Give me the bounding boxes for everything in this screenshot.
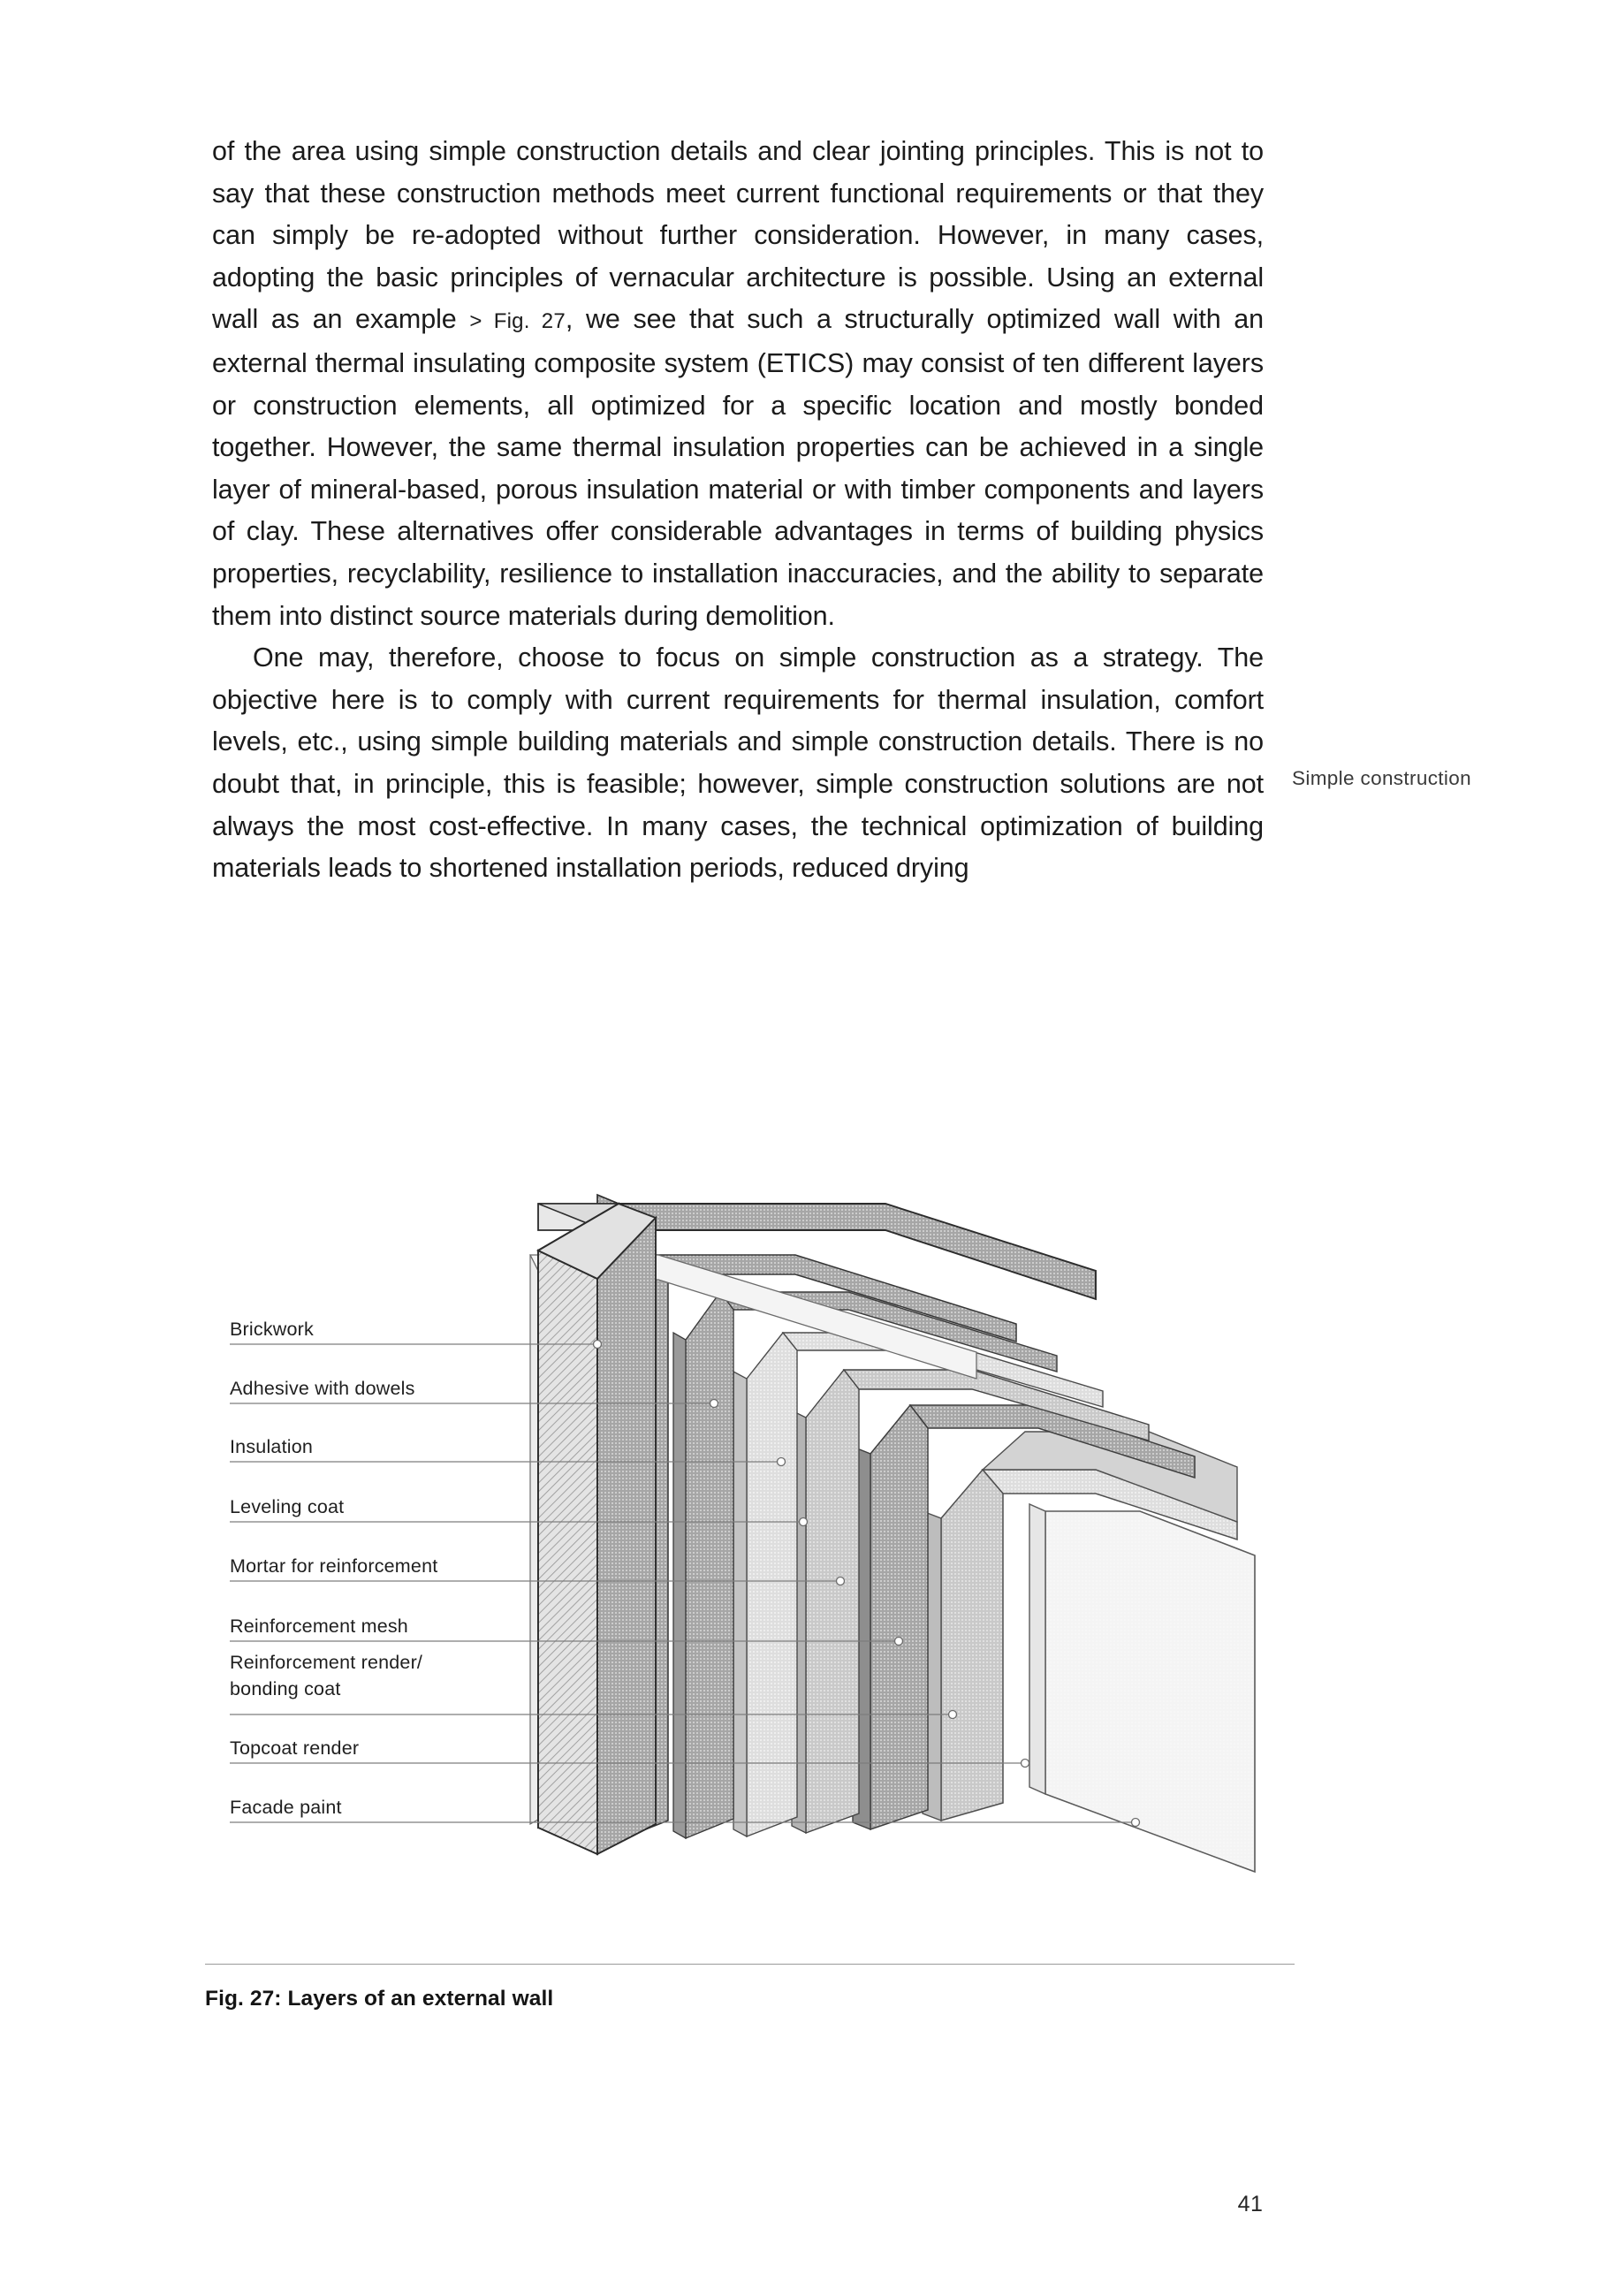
- wall-layer-facade-paint: [1029, 1504, 1255, 1872]
- diagram-label-facade-paint: Facade paint: [230, 1797, 342, 1818]
- diagram-label-reinforcement-mesh: Reinforcement mesh: [230, 1616, 408, 1637]
- leader-endpoint-topcoat-render: [1022, 1760, 1029, 1768]
- diagram-label-mortar-for-reinforcement: Mortar for reinforcement: [230, 1555, 438, 1577]
- leader-endpoint-facade-paint: [1132, 1819, 1140, 1827]
- diagram-label-leveling-coat: Leveling coat: [230, 1496, 345, 1517]
- figure-caption-rule: [205, 1964, 1295, 1965]
- paragraph-1-suffix: , we see that such a structurally optimized wall with an external thermal insulating composite system (ETICS) may consist of ten different layers or construction elements, all optimized for a specific location and mostly bonded together. However, the same thermal insulation properties can be achieved in a single layer of mineral-based, porous insulation material or with timber components and layers of clay. These alternatives offer considerable advantages in terms of building physics properties, recyclability, resilience to installation inaccuracies, and the ability to separate them into distinct source materials during demolition.: [212, 304, 1265, 631]
- diagram-label-brickwork: Brickwork: [230, 1319, 314, 1340]
- paragraph-2: One may, therefore, choose to focus on simple construction as a strategy. The objective here is to comply with current requirements for thermal insulation, comfort levels, etc., using simple building materials and simple construction details. There is no doubt that, in principle, this is feasible; however, simple construction solutions are not always the most cost-effective. In many cases, the technical optimization of building materials leads to shortened installation periods, reduced drying: [212, 642, 1264, 884]
- leader-endpoint-reinforcement-render: [949, 1711, 957, 1719]
- leader-endpoint-insulation: [778, 1458, 786, 1466]
- page-number: 41: [1237, 2192, 1264, 2216]
- figure-caption: Fig. 27: Layers of an external wall: [205, 1987, 554, 2011]
- diagram-label-insulation: Insulation: [230, 1436, 314, 1457]
- leader-endpoint-reinforcement-mesh: [895, 1638, 903, 1646]
- leader-endpoint-leveling-coat: [800, 1518, 808, 1526]
- margin-note-simple-construction: Simple construction: [1292, 767, 1471, 789]
- brickwork-prism-outline: [538, 1204, 656, 1854]
- diagram-label-reinforcement-render-line2: bonding coat: [230, 1678, 341, 1699]
- diagram-label-reinforcement-render: Reinforcement render/: [230, 1652, 423, 1673]
- paragraph-1-prefix: of the area using simple construction details and clear jointing principles. This is not to say that these construction methods meet current functional requirements or that they can simply be re-adopted without further consideration. However, in many cases, adopting the basic principles of vernacular architecture is possible. Using an external wall as an example: [212, 136, 1264, 335]
- leader-endpoint-adhesive-with-dowels: [710, 1400, 718, 1408]
- diagram-label-topcoat-render: Topcoat render: [230, 1737, 360, 1759]
- leader-endpoint-brickwork: [594, 1341, 602, 1349]
- figure-reference-link[interactable]: > Fig. 27: [469, 309, 566, 334]
- leader-endpoint-mortar-for-reinforcement: [837, 1578, 845, 1585]
- diagram-label-adhesive-with-dowels: Adhesive with dowels: [230, 1378, 415, 1399]
- diagram-labels-group: [230, 1319, 437, 1818]
